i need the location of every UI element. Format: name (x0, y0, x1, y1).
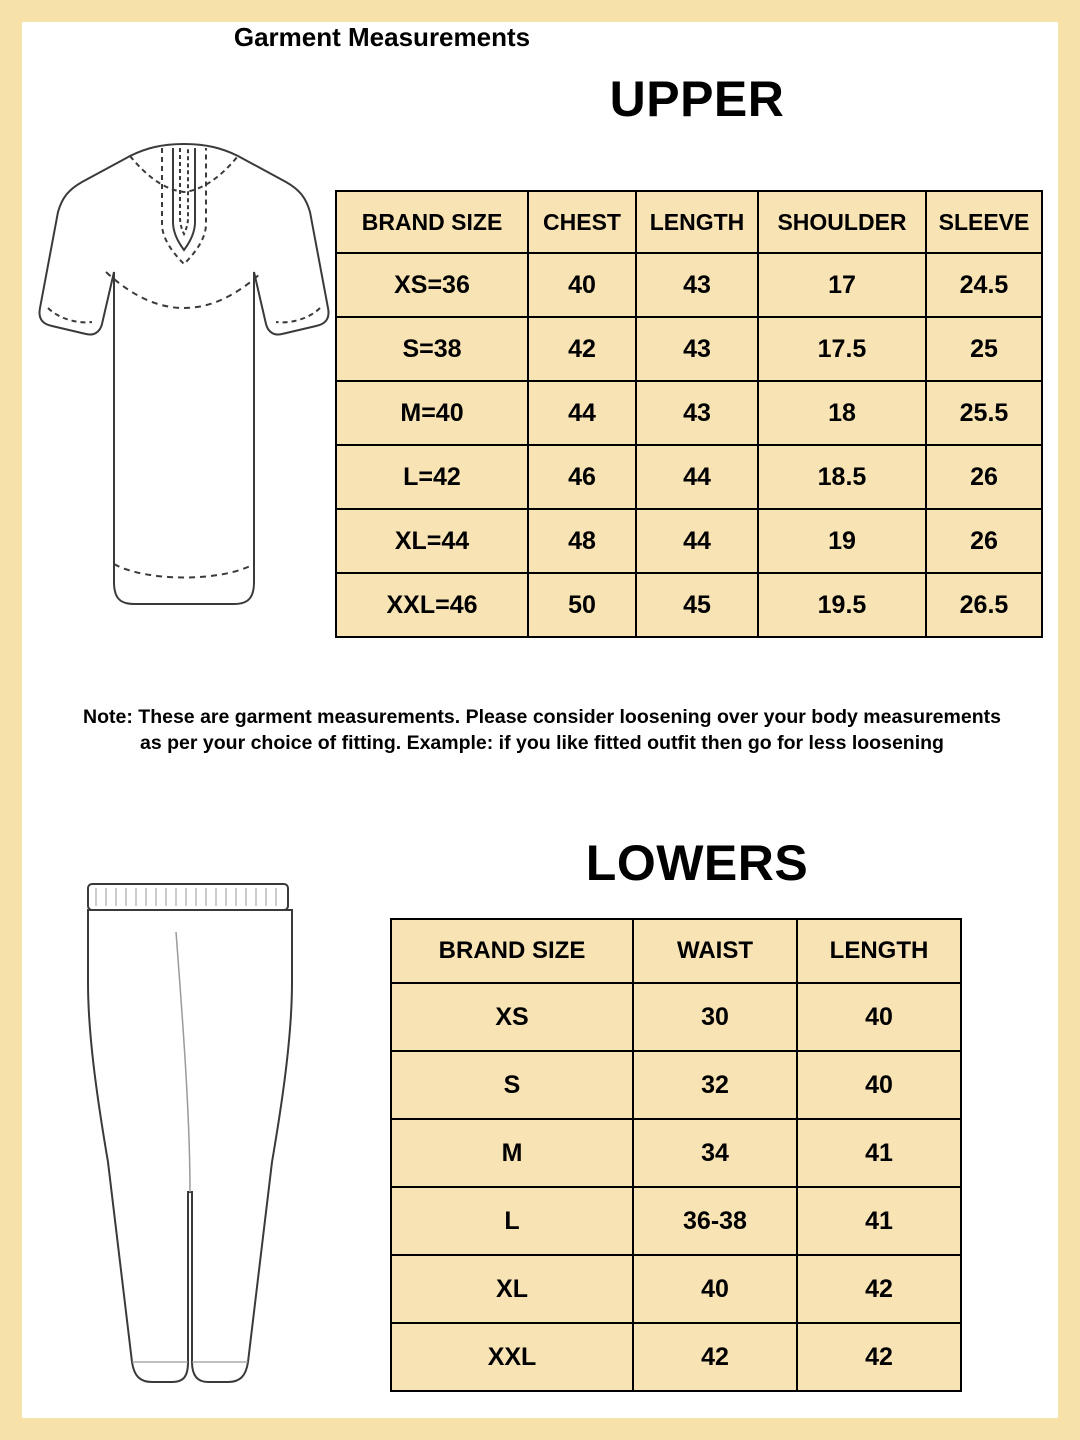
cell-shoulder: 19 (758, 509, 926, 573)
cell-shoulder: 18 (758, 381, 926, 445)
table-row (336, 381, 1042, 445)
table-header-row (336, 191, 1042, 253)
cell-waist: 34 (633, 1119, 797, 1187)
cell-brand-size: XS (391, 983, 633, 1051)
cell-length: 45 (636, 573, 758, 637)
cell-brand-size: S (391, 1051, 633, 1119)
cell-chest: 46 (528, 445, 636, 509)
cell-sleeve: 26 (926, 509, 1042, 573)
cell-sleeve: 26 (926, 445, 1042, 509)
column-header: BRAND SIZE (391, 919, 633, 983)
upper-measurements-table (335, 190, 1043, 638)
measurement-note: Note: These are garment measurements. Please consider loosening over your body measurements as per your choice of fitting. Example: if you like fitted outfit then go for less loosening (83, 706, 1001, 755)
upper-section (22, 22, 1058, 722)
table-header-row (391, 919, 961, 983)
column-header: BRAND SIZE (336, 191, 528, 253)
cell-length: 43 (636, 253, 758, 317)
cell-brand-size: L (391, 1187, 633, 1255)
table-row (336, 509, 1042, 573)
cell-brand-size: S=38 (336, 317, 528, 381)
cell-length: 42 (797, 1323, 961, 1391)
cell-waist: 40 (633, 1255, 797, 1323)
cell-chest: 42 (528, 317, 636, 381)
table-row (391, 1323, 961, 1391)
cell-length: 43 (636, 381, 758, 445)
column-header: WAIST (633, 919, 797, 983)
column-header: SLEEVE (926, 191, 1042, 253)
cell-length: 42 (797, 1255, 961, 1323)
lowers-title: LOWERS (585, 835, 809, 891)
cell-waist: 36-38 (633, 1187, 797, 1255)
table-row (336, 317, 1042, 381)
cell-length: 44 (636, 509, 758, 573)
column-header: SHOULDER (758, 191, 926, 253)
cell-length: 40 (797, 983, 961, 1051)
cell-brand-size: XXL=46 (336, 573, 528, 637)
cell-brand-size: L=42 (336, 445, 528, 509)
cell-length: 43 (636, 317, 758, 381)
column-header: CHEST (528, 191, 636, 253)
upper-subtitle: Garment Measurements (233, 22, 531, 52)
lowers-measurements-table (390, 918, 962, 1392)
pyjama-illustration (52, 862, 332, 1422)
cell-brand-size: XS=36 (336, 253, 528, 317)
upper-title: UPPER (609, 71, 785, 127)
table-row (391, 983, 961, 1051)
cell-chest: 44 (528, 381, 636, 445)
cell-sleeve: 25.5 (926, 381, 1042, 445)
cell-chest: 50 (528, 573, 636, 637)
cell-brand-size: XXL (391, 1323, 633, 1391)
cell-shoulder: 17.5 (758, 317, 926, 381)
cell-brand-size: M=40 (336, 381, 528, 445)
column-header: LENGTH (797, 919, 961, 983)
table-row (336, 253, 1042, 317)
cell-brand-size: M (391, 1119, 633, 1187)
cell-length: 44 (636, 445, 758, 509)
cell-length: 40 (797, 1051, 961, 1119)
cell-shoulder: 19.5 (758, 573, 926, 637)
table-row (336, 573, 1042, 637)
column-header: LENGTH (636, 191, 758, 253)
size-chart-page (22, 22, 1058, 1418)
cell-length: 41 (797, 1119, 961, 1187)
cell-shoulder: 18.5 (758, 445, 926, 509)
cell-sleeve: 26.5 (926, 573, 1042, 637)
cell-waist: 32 (633, 1051, 797, 1119)
cell-sleeve: 25 (926, 317, 1042, 381)
cell-brand-size: XL=44 (336, 509, 528, 573)
table-row (391, 1051, 961, 1119)
cell-waist: 30 (633, 983, 797, 1051)
cell-chest: 40 (528, 253, 636, 317)
cell-sleeve: 24.5 (926, 253, 1042, 317)
table-row (336, 445, 1042, 509)
cell-chest: 48 (528, 509, 636, 573)
cell-shoulder: 17 (758, 253, 926, 317)
table-row (391, 1255, 961, 1323)
kurta-illustration (34, 112, 334, 672)
cell-brand-size: XL (391, 1255, 633, 1323)
table-row (391, 1187, 961, 1255)
cell-length: 41 (797, 1187, 961, 1255)
cell-waist: 42 (633, 1323, 797, 1391)
table-row (391, 1119, 961, 1187)
